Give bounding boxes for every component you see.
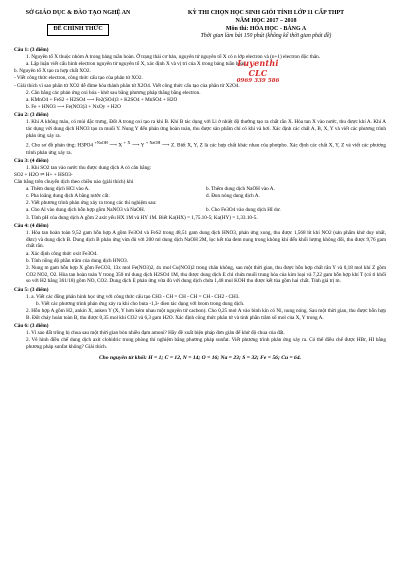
question-text: 1. Vì sao đất trồng bị chua sau một thời gian bón nhiều đạm amoni? Hãy đề xuất biện pháp đơn giản để khử độ chua của đất. xyxy=(26,330,285,337)
arrow-label: + X xyxy=(123,140,131,146)
question-text: 1. Nguyên tố X thuộc nhóm A trong bảng tuần hoàn. Ở trạng thái cơ bản, nguyên tử nguyên tố X có n lớp electron và (n+1) electron độc thân. xyxy=(26,54,321,61)
question-heading: Câu 1: (3 điểm) xyxy=(14,46,49,53)
watermark-phone: 0969 339 586 xyxy=(236,77,280,84)
equation: a. KMnO4 + FeS2 + H2SO4 ⟶ Fe2(SO4)3 + K2SO4 + MnSO4 + H2O xyxy=(26,96,178,103)
department-name: SỞ GIÁO DỤC & ĐÀO TẠO NGHỆ AN xyxy=(25,10,131,16)
question-heading: Câu 3: (4 điểm) xyxy=(14,157,49,164)
question-text: 1. a. Viết các đồng phân hình học ứng với công thức cấu tạo CH3 - CH = CH - CH = CH - CH2 - CH3. xyxy=(26,293,240,300)
question-text: 1. Khí A không màu, có mùi đặc trưng. Đốt A trong oxi tạo ra khí B. Khí B tác dụng với Li ở nhiệt độ thường tạo ra chất rắn X. Hòa tan X vào nước, thu được khí A. Khí A tác dụng với dung dịch HNO3 tạo ra muối Y. Nung Y đến phản ứng hoàn toàn, thu được sản phẩm chỉ có khí và hơi. Xác định các chất A, B, X, Y và viết các phương trình phản ứng xảy ra. xyxy=(26,119,386,139)
reaction-scheme xyxy=(14,140,386,156)
question-text: a. Lập luận viết cấu hình electron nguyên tử nguyên tố X, xác định X và vị trí của X trong bảng tuần hoàn. xyxy=(26,61,248,68)
option: d. Đun nóng dung dịch A. xyxy=(206,193,260,200)
question-text: - Viết công thức electron, công thức cấu tạo của phân tử XO2. xyxy=(14,75,143,82)
school-year: NĂM HỌC 2017 – 2018 xyxy=(235,17,297,24)
question-text: b. Tính nồng độ phần trăm của dung dịch HNO3. xyxy=(26,257,129,264)
question-text: 2. Cân bằng các phản ứng oxi hóa - khử sau bằng phương pháp thăng bằng electron. xyxy=(26,89,201,96)
official-label: ĐỀ CHÍNH THỨC xyxy=(47,24,108,36)
watermark-name: Luyenthi CLC xyxy=(237,58,279,79)
question-text: b. Viết các phương trình phản ứng xảy ra khi cho buta -1,3- dien tác dụng với brom trong dung dịch. xyxy=(36,300,245,307)
option: a. Thêm dung dịch HCl vào A. xyxy=(26,186,90,193)
question-text: 2. Hỗn hợp A gồm H2, ankin X, anken Y (X, Y hơn kém nhau một nguyên tử cacbon). Cho 0,25 mol A vào bình kín có Ni, nung nóng. Sau một thời gian, thu được hỗn hợp B. Đốt cháy hoàn toàn B, thu được 0,35 mol khí CO2 và 6,3 gam H2O. Xác định công thức phân tử và tính phần trăm số mol của X, Y trong A. xyxy=(26,308,386,321)
question-text: 2. Viết phương trình phản ứng xảy ra trong các thí nghiệm sau: xyxy=(26,200,157,207)
exam-header xyxy=(14,10,386,41)
option: a. Cho Al vào dung dịch hỗn hợp gồm NaNO3 và NaOH. xyxy=(26,207,146,214)
question-text: 2. Vẽ hình điều chế dung dịch axit clohidric trong phòng thí nghiệm bằng phương pháp sunfat. Viết phương trình phản ứng xảy ra. Có thể điều chế được HBr, HI bằng phương pháp sunfat không? Giải thích. xyxy=(26,337,386,351)
question-heading: Câu 4: (4 điểm) xyxy=(14,222,49,229)
options-row xyxy=(14,193,386,200)
question-heading: Câu 2: (3 điểm) xyxy=(14,112,49,119)
question-text: 1. Hòa tan hoàn toàn 9,52 gam hỗn hợp A gồm Fe3O4 và FeS2 trong 48,51 gam dung dịch HNO3, phản ứng xong, thu được 1,568 lít khí NO2 (sản phẩm khử duy nhất, đktc) và dung dịch B. Dung dịch B phản ứng vừa đủ với 200 ml dung dịch NaOH 2M, lọc kết tủa đem nung trong không khí đến khối lượng không đổi, thu được 9,76 gam chất rắn. xyxy=(26,229,386,250)
scheme-start: 2. Cho sơ đồ phản ứng: H3PO4 xyxy=(26,142,93,149)
question-text: Cân bằng trên chuyển dịch theo chiều nào (giải thích) khi xyxy=(14,179,134,186)
arrow-label: +NaOH xyxy=(94,140,108,146)
question-text: b. Nguyên tố X tạo ra hợp chất XO2. xyxy=(14,68,91,75)
time-limit: Thời gian làm bài 150 phút (không kể thời gian phát đề) xyxy=(200,33,332,40)
arrow-label: + NaOH xyxy=(145,140,161,146)
question-text: - Giải thích vì sao phân tử XO2 dễ đime hóa thành phân tử X2O4. Viết công thức cấu tạo của phân tử X2O4. xyxy=(14,82,240,89)
question-text: 3. Tính pH của dung dịch A gồm 2 axit yếu HX 1M và HY 1M. Biết Ka(HX) = 1,75.10-5; Ka(HY) = 1,33.10-5. xyxy=(26,214,258,221)
atomic-masses-note: Cho nguyên tử khối: H = 1; C = 12, N = 14; O = 16; Na = 23; S = 32; Fe = 56; Cu = 64. xyxy=(98,354,302,361)
header-left xyxy=(14,10,142,36)
question-text: 1. Khi SO2 tan vào nước thu được dung dịch A có cân bằng: xyxy=(26,164,152,171)
question-text: a. Xác định công thức oxit Fe3O4. xyxy=(26,250,98,257)
scheme-step: ⟶ Y xyxy=(131,142,145,149)
option: b. Thêm dung dịch NaOH vào A. xyxy=(206,186,275,193)
equation: SO2 + H2O ⇌ H+ + HSO3- xyxy=(14,172,73,179)
exam-title: KỲ THI CHỌN HỌC SINH GIỎI TỈNH LỚP 11 CẤP THPT xyxy=(187,10,345,16)
exam-content xyxy=(14,47,386,362)
question-text: 2. Nung m gam hỗn hợp X gồm FeCO3, 13x mol Fe(NO3)2, 4x mol Cu(NO3)2 trong chân không, sau một thời gian, thu được hỗn hợp chất rắn Y và 0,18 mol khí Z gồm CO2 NO2, O2. Hòa tan hoàn toàn Y trong 350 ml dung dịch H2SO4 1M, thu được dung dịch E chỉ chứa muối trung hòa của kim loại và 7,22 gam hỗn hợp khí T (có tỉ khối so với H2 bằng 361/18) gồm NO, CO2. Dung dịch E phản ứng vừa đủ với dung dịch chứa 1,48 mol KOH thu được kết tủa gồm hai chất. Tính giá trị m. xyxy=(26,264,386,285)
option: b. Cho Fe3O4 vào dung dịch HI dư. xyxy=(206,207,281,214)
question-heading: Câu 5: (3 điểm) xyxy=(14,286,49,293)
subject: Môn thi: HÓA HỌC - BẢNG A xyxy=(225,25,307,32)
scheme-step: ⟶ X xyxy=(109,142,123,149)
scheme-end: ⟶ Z. Biết X, Y, Z là các hợp chất khác nhau của photpho. Xác định các chất X, Y, Z và viết các phương trình phản ứng xảy ra. xyxy=(26,142,387,156)
options-row xyxy=(14,207,386,214)
question-heading: Câu 6: (3 điểm) xyxy=(14,323,49,330)
option: c. Pha loãng dung dịch A bằng nước cất. xyxy=(26,193,110,200)
watermark-logo xyxy=(228,58,288,85)
header-right xyxy=(146,10,386,41)
equation: b. Fe + HNO3 ⟶ Fe(NO3)3 + NxOy + H2O xyxy=(26,104,121,111)
